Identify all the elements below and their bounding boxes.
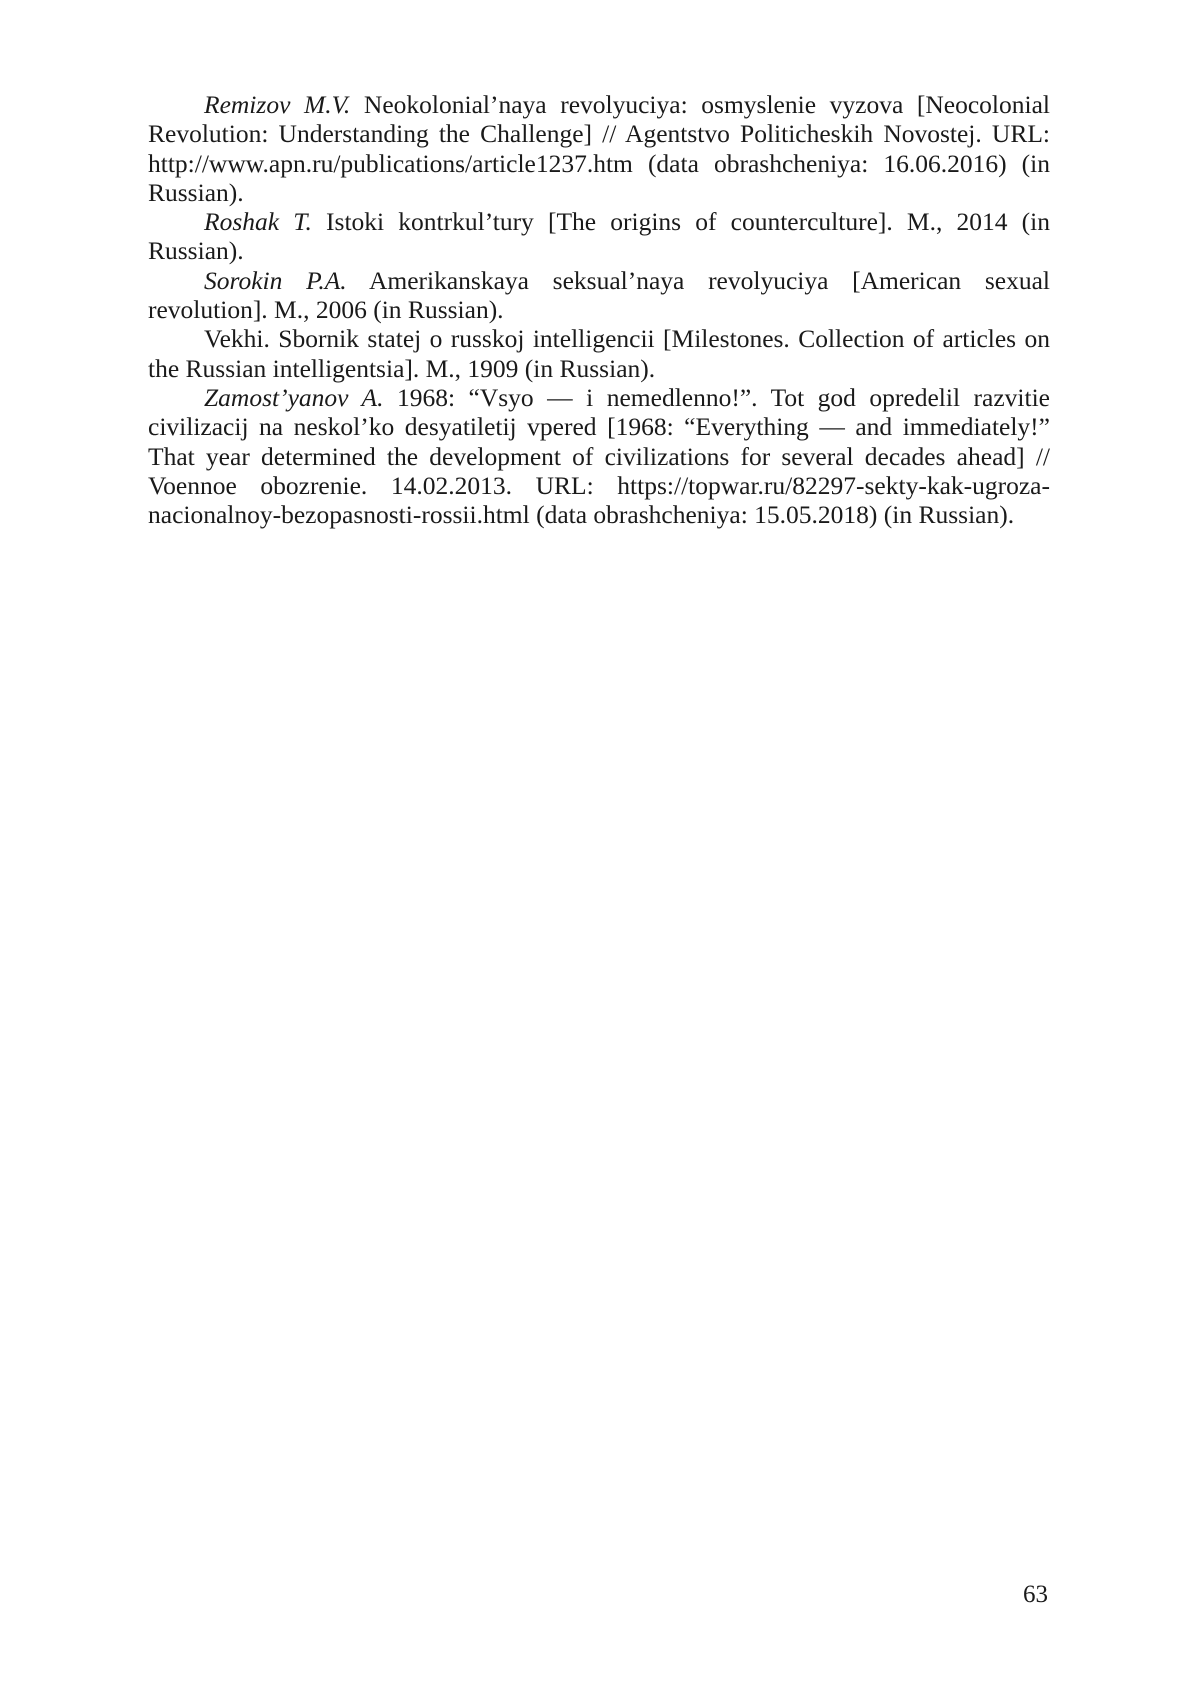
reference-text: Amerikanskaya seksual’naya revolyuciya [American sexual revolution]. M., 2006 (in Russian). (148, 265, 1050, 325)
reference-text: 1968: “Vsyo — i nemedlenno!”. Tot god opredelil razvitie civilizacij na neskol’ko desyatiletij vpered [1968: “Everything — and immediately!” That year determined the development of civilizations for several decades ahead] // Voennoe obozrenie. 14.02.2013. URL: https://topwar.ru/82297-sekty-kak-ugroza-nacionalnoy-bezopasnosti-rossii.html (data obrashcheniya: 15.05.2018) (in Russian). (148, 382, 1050, 530)
reference-entry (148, 324, 1050, 383)
reference-entry (148, 266, 1050, 325)
reference-entry (148, 383, 1050, 529)
reference-text: Istoki kontrkul’tury [The origins of counterculture]. M., 2014 (in Russian). (148, 207, 1050, 266)
reference-author: Remizov M.V. (204, 90, 351, 119)
reference-text: Neokolonial’naya revolyuciya: osmyslenie vyzova [Neocolonial Revolution: Understanding the Challenge] // Agentstvo Politicheskih Novostej. URL: http://www.apn.ru/publications/article1237.htm (data obrashcheniya: 16.06.2016) (in Russian). (148, 90, 1051, 207)
reference-text: Vekhi. Sbornik statej o russkoj intelligencii [Milestones. Collection of articles on the Russian intelligentsia]. M., 1909 (in Russian). (148, 324, 1050, 383)
reference-author: Roshak T. (204, 207, 312, 237)
reference-author: Zamost’yanov A. (204, 382, 384, 412)
reference-list (148, 90, 1050, 529)
reference-entry (148, 90, 1050, 207)
page-number: 63 (1023, 1581, 1048, 1608)
reference-author: Sorokin P.A. (204, 265, 347, 295)
reference-entry (148, 207, 1050, 266)
